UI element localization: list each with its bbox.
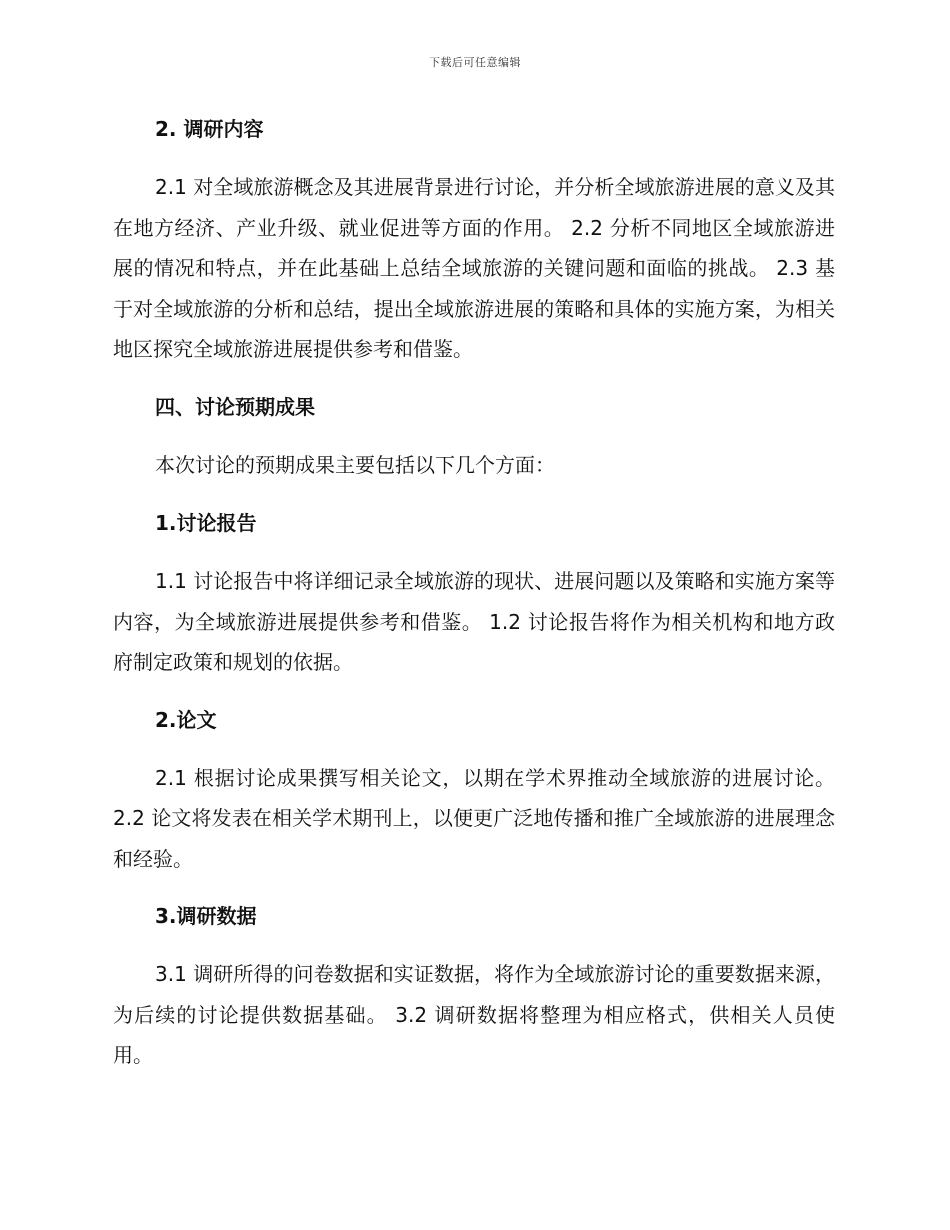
document-body: [113, 110, 835, 1094]
paragraph-discussion-report: 1.1 讨论报告中将详细记录全域旅游的现状、进展问题以及策略和实施方案等内容，为全域旅游进展提供参考和借鉴。 1.2 讨论报告将作为相关机构和地方政府制定政策和规划的依据。: [113, 569, 835, 674]
heading-research-data: 3.调研数据: [155, 904, 257, 928]
paragraph-research-content: 2.1 对全域旅游概念及其进展背景进行讨论，并分析全域旅游进展的意义及其在地方经济、产业升级、就业促进等方面的作用。 2.2 分析不同地区全域旅游进展的情况和特点，并在此基础上总结全域旅游的关键问题和面临的挑战。 2.3 基于对全域旅游的分析和总结，提出全域旅游进展的策略和具体的实施方案，为相关地区探究全域旅游进展提供参考和借鉴。: [113, 175, 835, 361]
paragraph-research-data: 3.1 调研所得的问卷数据和实证数据，将作为全域旅游讨论的重要数据来源，为后续的讨论提供数据基础。 3.2 调研数据将整理为相应格式，供相关人员使用。: [113, 962, 835, 1067]
paragraph-paper: 2.1 根据讨论成果撰写相关论文，以期在学术界推动全域旅游的进展讨论。 2.2 论文将发表在相关学术期刊上，以便更广泛地传播和推广全域旅游的进展理念和经验。: [113, 765, 835, 871]
page-header: 下载后可任意编辑: [429, 56, 521, 69]
heading-research-content: 2. 调研内容: [155, 117, 264, 141]
heading-expected-results: 四、讨论预期成果: [155, 394, 315, 419]
heading-paper: 2.论文: [155, 707, 217, 732]
paragraph-expected-results-intro: 本次讨论的预期成果主要包括以下几个方面：: [155, 452, 555, 477]
heading-discussion-report: 1.讨论报告: [155, 511, 257, 535]
